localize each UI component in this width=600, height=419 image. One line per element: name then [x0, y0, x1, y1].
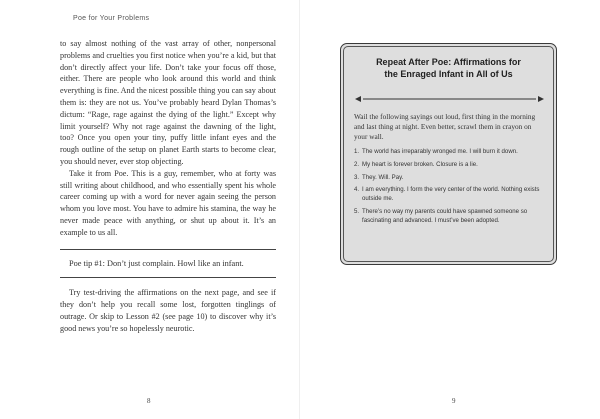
page-number-right: 9 — [452, 397, 456, 405]
item-text: My heart is forever broken. Closure is a lie. — [362, 160, 478, 168]
list-item — [354, 174, 546, 183]
affirmations-box — [340, 43, 557, 265]
item-text: I am everything. I form the very center of the world. Nothing exists outside me. — [362, 186, 540, 203]
item-text: They. Will. Pay. — [362, 173, 404, 181]
paragraph-1: to say almost nothing of the vast array of other, nonpersonal problems and cruelties you first notice when you’re a kid, but that don’t directly affect your life. Don’t take your focus off those, either. There are people who look around this world and think everything is fine. And the nicest possible thing you can say about them is: they are not us. You’ve probably heard Dylan Thomas’s dictum: “Rage, rage against the dying of the light.” Except why limit yourself? Why not rage against the dawning of the light, too? Once you open your tiny, puffy little infant eyes and the rough outline of the setup on planet Earth starts to become clear, you should never, ever stop objecting. — [60, 39, 276, 166]
running-head: Poe for Your Problems — [73, 15, 150, 22]
page-number-left: 8 — [147, 397, 151, 405]
poe-tip: Poe tip #1: Don’t just complain. Howl like an infant. — [60, 249, 276, 279]
list-item — [354, 148, 546, 157]
affirmation-list — [354, 148, 546, 229]
ornamental-divider-icon — [355, 94, 544, 104]
paragraph-3: Try test-driving the affirmations on the next page, and see if they don’t help you recall some lost, forgotten tinglings of outrage. Or skip to Lesson #2 (see page 10) to discover why it’s good news you’re so hopelessly neurotic. — [60, 288, 276, 333]
item-number: 4. — [354, 186, 360, 194]
item-number: 3. — [354, 173, 360, 181]
paragraph-2: Take it from Poe. This is a guy, remember, who at forty was still writing about childhood, and who essentially spent his whole career coming up with a word for never again seeing the person whom you love most. You have to admire his stamina, the way he never made peace with anything, or shut up about it. It’s an example to us all. — [60, 168, 276, 237]
item-number: 1. — [354, 148, 360, 155]
item-text: There’s no way my parents could have spawned someone so fascinating and advanced. I must’ve been adopted. — [362, 207, 528, 224]
item-number: 5. — [354, 207, 360, 215]
list-item — [354, 186, 546, 203]
item-text: The world has irreparably wronged me. I will burn it down. — [362, 148, 518, 155]
box-intro: Wail the following sayings out loud, first thing in the morning and last thing at night. Even better, scrawl them in crayon on your wall. — [354, 112, 536, 141]
item-number: 2. — [354, 160, 360, 168]
box-title-text: Repeat After Poe: Affirmations for the Enraged Infant in All of Us — [376, 57, 521, 79]
list-item — [354, 161, 546, 170]
box-title — [341, 57, 556, 80]
list-item — [354, 208, 546, 225]
body-text — [60, 38, 276, 335]
